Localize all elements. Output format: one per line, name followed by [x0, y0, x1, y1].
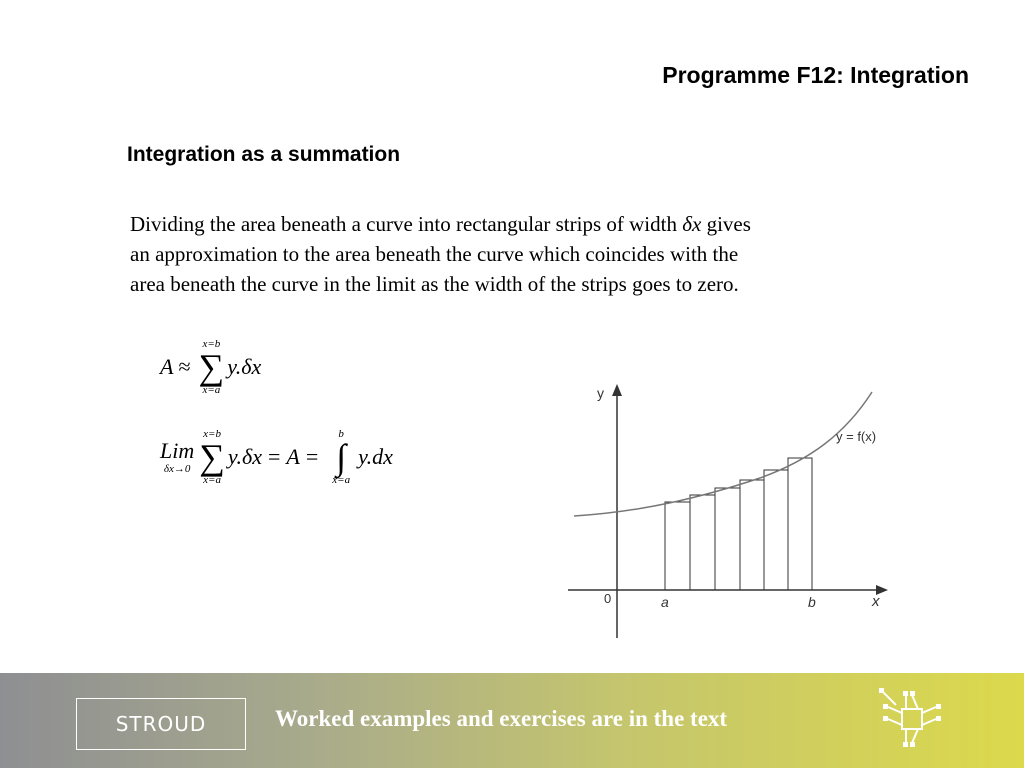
sum-operator — [199, 428, 225, 486]
slide-title: Programme F12: Integration — [662, 62, 969, 88]
sum-lower-limit: x=a — [202, 384, 221, 396]
delta-x-symbol: δx — [682, 212, 702, 236]
footer-bar — [0, 673, 1024, 768]
circuit-node-icon — [872, 687, 952, 751]
body-line-2: an approximation to the area beneath the curve which coincides with the — [130, 242, 739, 267]
strip-rectangle — [665, 502, 690, 590]
curve-label: y = f(x) — [836, 429, 877, 444]
function-curve — [574, 392, 872, 516]
integral-upper-limit: b — [338, 428, 344, 440]
strip-rectangles — [665, 458, 812, 590]
section-heading: Integration as a summation — [127, 143, 401, 166]
equals-sign: = — [267, 444, 281, 469]
area-strips-graph — [560, 380, 900, 645]
sum-upper-limit: x=b — [203, 428, 221, 440]
origin-label: 0 — [604, 591, 612, 606]
sum-operator — [199, 338, 225, 396]
sigma-symbol: ∑ — [198, 347, 225, 387]
b-label: b — [808, 594, 816, 610]
equals-sign: = — [305, 444, 319, 469]
integral-lower-limit: x=a — [332, 474, 351, 486]
lim-subscript: δx→0 — [163, 463, 191, 475]
a-label: a — [661, 594, 669, 610]
integrand: y.dx — [358, 444, 393, 469]
strip-rectangle — [740, 480, 764, 590]
footer-caption: Worked examples and exercises are in the text — [275, 706, 728, 731]
stroud-brand-box: STROUD — [76, 698, 246, 750]
formula2-term: y.δx — [227, 444, 262, 469]
area-symbol: A — [286, 444, 300, 469]
summation-approximation-formula — [160, 338, 261, 396]
limit-integral-formula — [160, 428, 393, 486]
strip-rectangle — [715, 488, 740, 590]
formula1-term: y.δx — [227, 354, 262, 379]
formula1-lhs: A — [160, 354, 174, 379]
body-paragraph — [130, 209, 910, 299]
limit-operator — [160, 439, 194, 475]
approx-sign: ≈ — [178, 354, 191, 379]
y-axis-arrow — [612, 384, 622, 396]
integral-symbol: ∫ — [336, 437, 347, 477]
body-line-1-text: Dividing the area beneath a curve into rectangular strips of width — [130, 212, 683, 236]
strip-rectangle — [690, 495, 715, 590]
y-axis-label: y — [597, 385, 604, 401]
sum-upper-limit: x=b — [202, 338, 221, 350]
body-line-3: area beneath the curve in the limit as the width of the strips goes to zero. — [130, 272, 739, 297]
strip-rectangle — [764, 470, 788, 590]
sum-lower-limit: x=a — [203, 474, 221, 486]
body-line-1-end: gives — [701, 212, 751, 236]
integral-operator — [332, 428, 350, 486]
x-axis-label: x — [872, 593, 880, 610]
lim-word: Lim — [160, 438, 195, 463]
strip-rectangle — [788, 458, 812, 590]
body-line-1 — [130, 209, 910, 239]
sigma-symbol: ∑ — [199, 437, 225, 477]
